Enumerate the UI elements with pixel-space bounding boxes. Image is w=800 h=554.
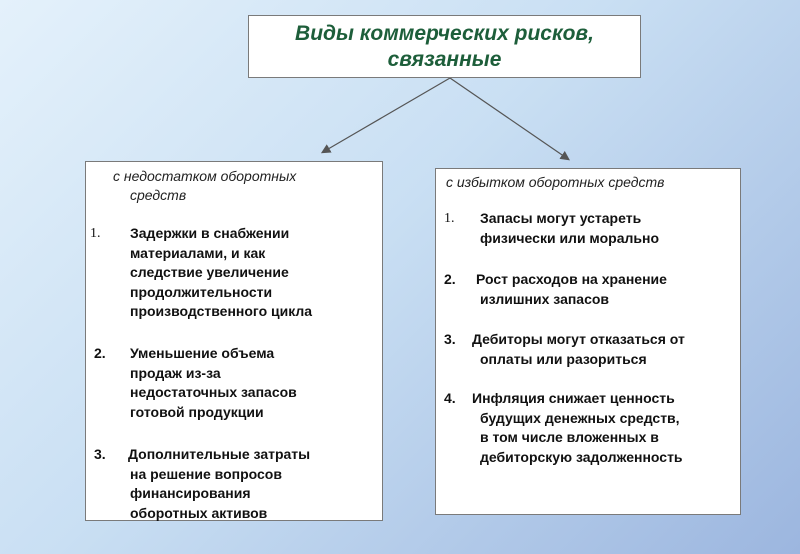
left-item-2-line: Уменьшение объема <box>130 345 275 361</box>
right-item-4-line: Инфляция снижает ценность <box>472 390 675 406</box>
left-heading-line1: с недостатком оборотных <box>113 168 297 184</box>
right-panel <box>435 168 741 515</box>
right-item-1-line: Запасы могут устареть <box>480 210 642 226</box>
arrow-to-left-box <box>323 78 450 152</box>
right-item-2-line: излишних запасов <box>480 290 610 307</box>
right-item-3 <box>472 330 685 369</box>
right-item-2-number: 2. <box>444 271 456 287</box>
right-item-4-line: дебиторскую задолженность <box>480 448 683 465</box>
right-item-2 <box>476 270 667 309</box>
right-item-1-line: физически или морально <box>480 229 660 246</box>
title-line1: Виды коммерческих рисков, <box>295 21 594 45</box>
left-item-3-line: Дополнительные затраты <box>128 446 311 462</box>
right-item-1 <box>480 209 659 248</box>
left-item-2-line: недостаточных запасов <box>130 384 297 400</box>
left-item-3-line: оборотных активов <box>130 504 268 521</box>
left-item-1-line: следствие увеличение <box>130 264 289 280</box>
right-item-1-number: 1. <box>444 211 455 226</box>
left-item-1 <box>130 224 312 322</box>
right-item-4-line: в том числе вложенных в <box>480 429 659 445</box>
left-item-1-number: 1. <box>90 226 101 241</box>
left-heading-line2: средств <box>130 187 187 203</box>
left-item-1-line: Задержки в снабжении <box>130 225 290 241</box>
right-item-4-number: 4. <box>444 390 456 406</box>
right-item-3-number: 3. <box>444 331 456 347</box>
diagram-title <box>295 21 594 73</box>
right-item-3-line: оплаты или разориться <box>480 350 647 367</box>
left-item-2-line: продаж из-за <box>130 364 221 381</box>
right-item-4 <box>472 389 683 467</box>
title-box <box>248 15 641 78</box>
title-line2: связанные <box>387 47 502 71</box>
left-item-3-line: финансирования <box>130 485 251 501</box>
left-item-2-number: 2. <box>94 345 106 361</box>
arrow-to-right-box <box>450 78 568 159</box>
left-item-1-line: продолжительности <box>130 283 273 300</box>
left-item-3-line: на решение вопросов <box>130 465 282 482</box>
left-panel <box>85 161 383 521</box>
left-item-3 <box>128 445 310 523</box>
right-item-2-line: Рост расходов на хранение <box>476 271 667 287</box>
left-item-1-line: материалами, и как <box>130 244 266 261</box>
right-heading: с избытком оборотных средств <box>446 174 665 190</box>
left-item-3-number: 3. <box>94 446 106 462</box>
left-item-2-line: готовой продукции <box>130 403 264 420</box>
left-item-2 <box>130 344 297 422</box>
right-item-3-line: Дебиторы могут отказаться от <box>472 331 685 347</box>
right-item-4-line: будущих денежных средств, <box>480 409 680 426</box>
left-item-1-line: производственного цикла <box>130 303 313 319</box>
